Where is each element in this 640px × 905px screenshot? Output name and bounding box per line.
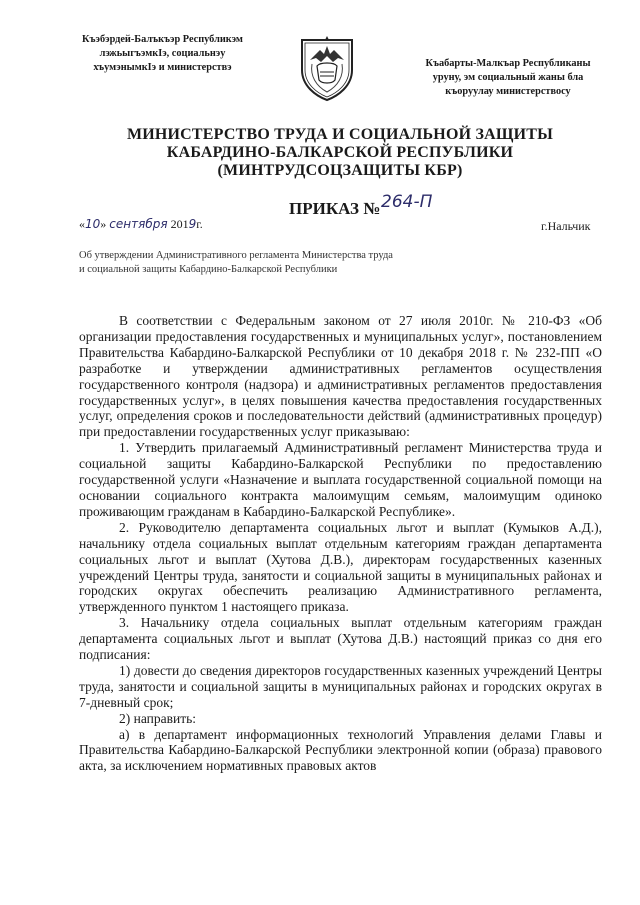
- order-body: [79, 313, 602, 774]
- ministry-line: МИНИСТЕРСТВО ТРУДА И СОЦИАЛЬНОЙ ЗАЩИТЫ: [126, 126, 554, 143]
- order-subject: [79, 249, 499, 277]
- date-suffix: г.: [196, 217, 203, 231]
- order-date: [79, 217, 203, 232]
- header-left-line: хъумэнымкIэ и министерствэ: [93, 62, 232, 73]
- subject-line: и социальной защиты Кабардино-Балкарской Республики: [79, 264, 338, 275]
- date-day: 10: [85, 217, 101, 231]
- header-right-line: уруну, эм социальный жаны бла: [432, 72, 584, 83]
- header-left-block: [60, 33, 265, 75]
- city: г.Нальчик: [541, 219, 591, 233]
- date-year-prefix: 201: [170, 217, 189, 231]
- subject-line: Об утверждении Административного регламента Министерства труда: [79, 250, 393, 261]
- header-right-line: Къабарты-Малкъар Республиканы: [425, 58, 591, 69]
- date-month: сентября: [109, 217, 168, 231]
- ministry-line: КАБАРДИНО-БАЛКАРСКОЙ РЕСПУБЛИКИ: [166, 144, 514, 161]
- header-left-line: лэжьыгъэмкIэ, социальнэу: [99, 48, 226, 59]
- coat-of-arms-emblem: [298, 36, 356, 102]
- date-close-quote: »: [100, 217, 107, 231]
- ministry-title: [40, 126, 640, 180]
- date-open-quote: «: [79, 217, 85, 231]
- body-paragraph-preamble: В соответствии с Федеральным законом от 27 июля 2010г. № 210-ФЗ «Об организации предоставления государственных и муниципальных услуг», постановлением Правительства Кабардино-Балкарской Республики от 10 декабря 2018 г. № 232-ПП «О разработке и утверждении административных регламентов осуществления государственного контроля (надзора) и административных регламентов предоставления государственных услуг», в целях повышения качества предоставления государственных услуг, определения сроков и последовательности действий (административных процедур) при предоставлении государственных услуг приказываю:: [79, 313, 602, 440]
- body-paragraph-3-2: 2) направить:: [119, 710, 197, 726]
- header-left-line: Къэбэрдей-Балъкъэр Республикэм: [82, 34, 243, 45]
- order-title: ПРИКАЗ №: [289, 199, 381, 218]
- body-paragraph-3-1: 1) довести до сведения директоров государственных казенных учреждений Центры труда, занятости и социальной защиты в муниципальных районах и городских округах в 7-дневный срок;: [79, 662, 602, 710]
- header-right-line: къоруулау министерствосу: [445, 86, 571, 97]
- date-year-digit: 9: [188, 217, 197, 231]
- body-paragraph-2: 2. Руководителю департамента социальных льгот и выплат (Кумыков А.Д.), начальнику отдела социальных выплат отдельным категориям граждан департамента социальных льгот и выплат (Хутова Д.В.), директорам государственных казенных учреждений Центры труда, занятости и социальной защиты в муниципальных районах и городских округах обеспечить реализацию Административного регламента, утвержденного пунктом 1 настоящего приказа.: [79, 519, 602, 615]
- body-paragraph-1: 1. Утвердить прилагаемый Административный регламент Министерства труда и социальной защиты Кабардино-Балкарской Республики по предоставлению государственной услуги «Назначение и выплата государственной социальной помощи на основании социального контракта малоимущим семьям, малоимущим одиноко проживающим гражданам в Кабардино-Балкарской Республике».: [79, 440, 602, 519]
- order-number-handwritten: 264-П: [381, 192, 433, 212]
- body-paragraph-3: 3. Начальнику отдела социальных выплат отдельным категориям граждан департамента социальных льгот и выплат (Хутова Д.В.) настоящий приказ со дня его подписания:: [79, 615, 602, 663]
- header-right-block: [408, 57, 608, 99]
- ministry-line: (МИНТРУДСОЦЗАЩИТЫ КБР): [217, 162, 463, 179]
- body-paragraph-3-2-a: а) в департамент информационных технологий Управления делами Главы и Правительства Кабардино-Балкарской Республики электронной копии (образа) правового акта, за исключением нормативных правовых актов: [79, 726, 602, 774]
